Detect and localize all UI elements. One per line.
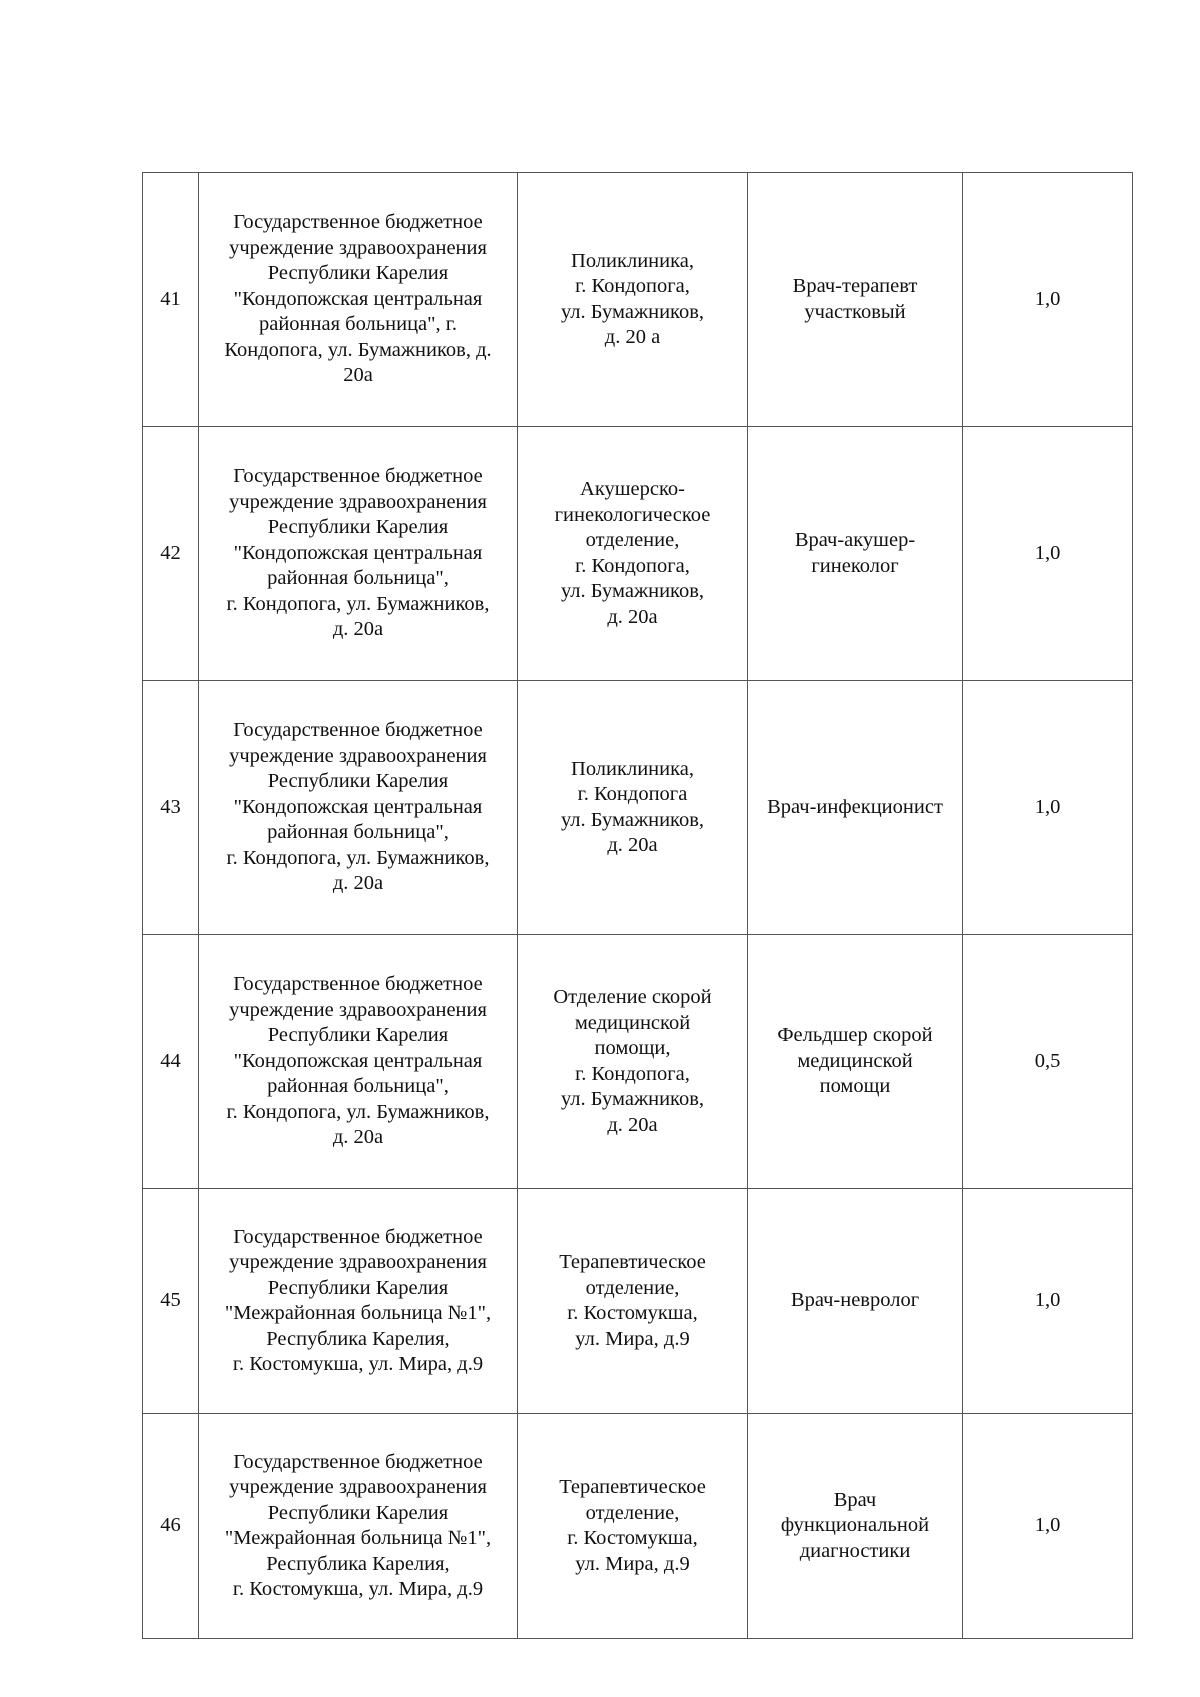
institution-cell: Государственное бюджетное учреждение здравоохранения Республики Карелия "Межрайонная больница №1", Республика Карелия, г. Костомукша, ул. Мира, д.9	[199, 1189, 518, 1414]
row-number-cell: 41	[143, 173, 199, 427]
vacancy-table	[142, 172, 1133, 1639]
rate-cell: 0,5	[963, 935, 1133, 1189]
row-number-cell: 46	[143, 1414, 199, 1639]
institution-cell: Государственное бюджетное учреждение здравоохранения Республики Карелия "Кондопожская центральная районная больница", г. Кондопога, ул. Бумажников, д. 20а	[199, 173, 518, 427]
row-number-cell: 44	[143, 935, 199, 1189]
unit-cell: Отделение скорой медицинской помощи, г. Кондопога, ул. Бумажников, д. 20а	[518, 935, 748, 1189]
unit-cell: Поликлиника, г. Кондопога ул. Бумажников, д. 20а	[518, 681, 748, 935]
position-cell: Врач-инфекционист	[748, 681, 963, 935]
institution-cell: Государственное бюджетное учреждение здравоохранения Республики Карелия "Кондопожская центральная районная больница", г. Кондопога, ул. Бумажников, д. 20а	[199, 681, 518, 935]
unit-cell: Терапевтическое отделение, г. Костомукша, ул. Мира, д.9	[518, 1414, 748, 1639]
table-row	[143, 173, 1133, 427]
rate-cell: 1,0	[963, 173, 1133, 427]
position-cell: Фельдшер скорой медицинской помощи	[748, 935, 963, 1189]
institution-cell: Государственное бюджетное учреждение здравоохранения Республики Карелия "Межрайонная больница №1", Республика Карелия, г. Костомукша, ул. Мира, д.9	[199, 1414, 518, 1639]
table-row	[143, 1414, 1133, 1639]
position-cell: Врач функциональной диагностики	[748, 1414, 963, 1639]
row-number-cell: 45	[143, 1189, 199, 1414]
rate-cell: 1,0	[963, 1189, 1133, 1414]
row-number-cell: 43	[143, 681, 199, 935]
table-row	[143, 681, 1133, 935]
position-cell: Врач-акушер- гинеколог	[748, 427, 963, 681]
unit-cell: Поликлиника, г. Кондопога, ул. Бумажников, д. 20 а	[518, 173, 748, 427]
table-row	[143, 1189, 1133, 1414]
rate-cell: 1,0	[963, 681, 1133, 935]
institution-cell: Государственное бюджетное учреждение здравоохранения Республики Карелия "Кондопожская центральная районная больница", г. Кондопога, ул. Бумажников, д. 20а	[199, 427, 518, 681]
position-cell: Врач-невролог	[748, 1189, 963, 1414]
row-number-cell: 42	[143, 427, 199, 681]
table-row	[143, 935, 1133, 1189]
rate-cell: 1,0	[963, 1414, 1133, 1639]
institution-cell: Государственное бюджетное учреждение здравоохранения Республики Карелия "Кондопожская центральная районная больница", г. Кондопога, ул. Бумажников, д. 20а	[199, 935, 518, 1189]
rate-cell: 1,0	[963, 427, 1133, 681]
unit-cell: Терапевтическое отделение, г. Костомукша, ул. Мира, д.9	[518, 1189, 748, 1414]
table-row	[143, 427, 1133, 681]
position-cell: Врач-терапевт участковый	[748, 173, 963, 427]
unit-cell: Акушерско- гинекологическое отделение, г. Кондопога, ул. Бумажников, д. 20а	[518, 427, 748, 681]
